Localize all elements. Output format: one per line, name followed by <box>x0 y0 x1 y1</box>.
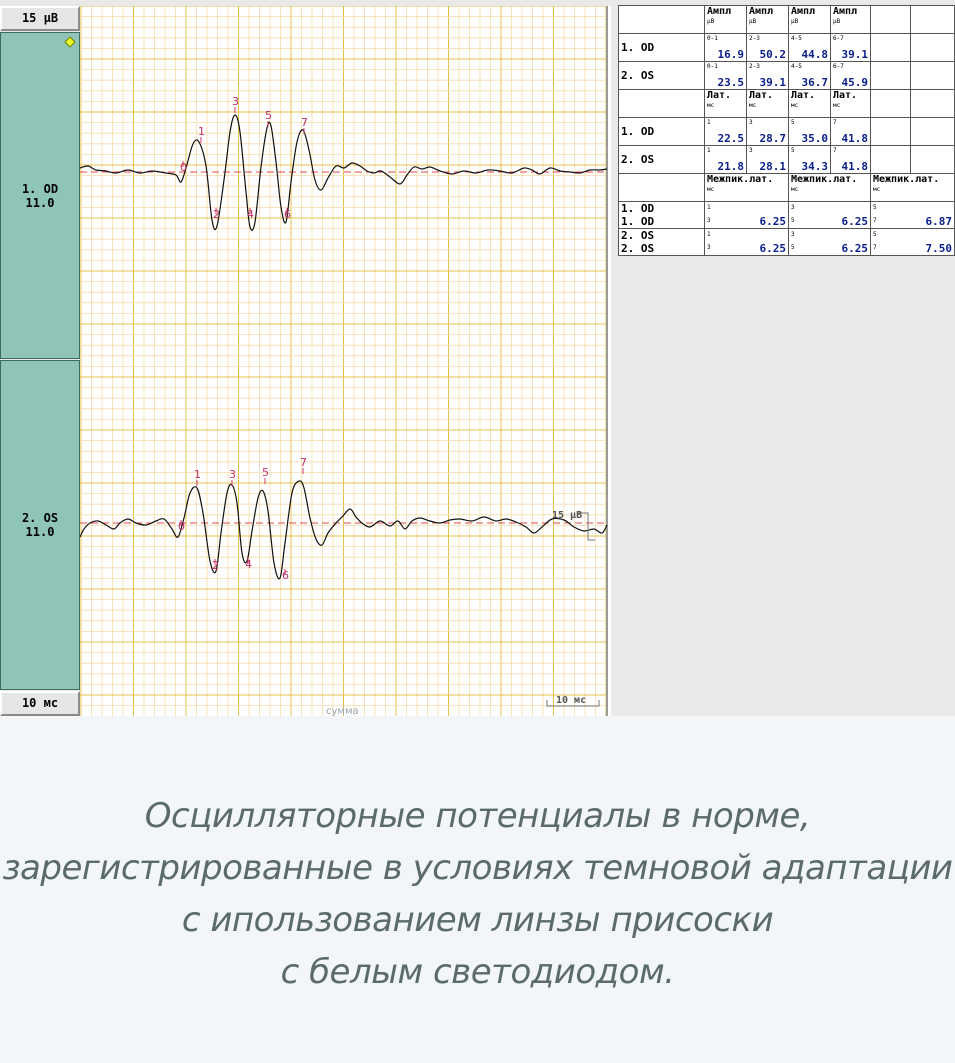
value-cell: 1 22.5 <box>705 118 747 146</box>
value-cell: 5 34.3 <box>789 146 831 174</box>
interpeak-index-cell: 5 <box>871 202 955 216</box>
caption <box>0 790 955 998</box>
value-cell: 4-5 44.8 <box>789 34 831 62</box>
results-table <box>618 5 955 256</box>
lat-header-row <box>619 90 955 118</box>
row-label: 1. OD <box>619 215 705 229</box>
od-peak-label: 6 <box>284 208 291 221</box>
value-cell: 2-3 50.2 <box>747 34 789 62</box>
os-peak-label: 3 <box>229 468 236 481</box>
column-header-cell: Ампл µВ <box>747 6 789 34</box>
od-peak-label: 3 <box>232 95 239 108</box>
interpeak-row-bottom <box>619 242 955 256</box>
interpeak-index-cell: 1 <box>705 202 789 216</box>
interpeak-row-top <box>619 229 955 243</box>
row-label: 1. OD <box>619 202 705 216</box>
time-scale-label: 10 мс <box>556 695 587 706</box>
row-label: 2. OS <box>619 146 705 174</box>
os-peak-label: 0 <box>178 520 185 533</box>
interpeak-index-cell: 3 <box>789 202 871 216</box>
column-header-cell: Ампл µВ <box>789 6 831 34</box>
od-peak-label: 5 <box>265 109 272 122</box>
value-cell: 0-1 23.5 <box>705 62 747 90</box>
os-peak-label: 7 <box>300 456 307 469</box>
os-peak-label: 2 <box>212 559 219 572</box>
channel-od-value: 11.0 <box>25 195 55 210</box>
interpeak-index-cell: 5 <box>871 229 955 243</box>
caption-line-2: зарегистрированные в условиях темновой адаптации <box>2 848 953 888</box>
interpeak-header-cell: Межпик.лат. мс <box>705 174 789 202</box>
channel-od-panel[interactable] <box>0 32 80 359</box>
ampl-header-row <box>619 6 955 34</box>
channel-od-name: 1. OD <box>21 181 59 196</box>
os-peak-label: 1 <box>194 468 201 481</box>
interpeak-row-bottom <box>619 215 955 229</box>
interpeak-index-cell: 1 <box>705 229 789 243</box>
value-cell: 2-3 39.1 <box>747 62 789 90</box>
row-label: 1. OD <box>619 34 705 62</box>
os-peak-label: 6 <box>282 569 289 582</box>
value-cell: 4-5 36.7 <box>789 62 831 90</box>
interpeak-value-cell: 3 6.25 <box>705 242 789 256</box>
interpeak-value-cell: 7 7.50 <box>871 242 955 256</box>
ampl-row-os <box>619 62 955 90</box>
value-cell: 7 41.8 <box>831 146 871 174</box>
ampl-row-od <box>619 34 955 62</box>
interpeak-index-cell: 3 <box>789 229 871 243</box>
interpeak-value-cell: 5 6.25 <box>789 242 871 256</box>
os-peak-label: 4 <box>245 558 252 571</box>
chart-footer-label: сумма <box>326 706 359 716</box>
caption-line-1: Осцилляторные потенциалы в норме, <box>144 796 811 836</box>
od-peak-label: 2 <box>213 208 220 221</box>
column-header-cell: Ампл µВ <box>705 6 747 34</box>
column-header-cell: Лат. мс <box>705 90 747 118</box>
od-peak-label: 4 <box>247 208 254 221</box>
value-cell: 3 28.7 <box>747 118 789 146</box>
lat-row-os <box>619 146 955 174</box>
value-cell: 6-7 45.9 <box>831 62 871 90</box>
od-peak-label: 0 <box>180 161 187 174</box>
channel-os-panel[interactable] <box>0 360 80 690</box>
value-cell: 3 28.1 <box>747 146 789 174</box>
value-cell: 5 35.0 <box>789 118 831 146</box>
oscillatory-potentials-chart <box>80 6 611 716</box>
amplitude-scale-label: 15 µВ <box>552 510 583 521</box>
caption-line-3: с ипользованием линзы присоски <box>181 900 774 940</box>
interpeak-header-row <box>619 174 955 202</box>
column-header-cell: Лат. мс <box>747 90 789 118</box>
time-scale-button[interactable]: 10 мс <box>0 691 80 716</box>
value-cell: 6-7 39.1 <box>831 34 871 62</box>
interpeak-value-cell: 5 6.25 <box>789 215 871 229</box>
column-header-cell: Ампл µВ <box>831 6 871 34</box>
interpeak-value-cell: 3 6.25 <box>705 215 789 229</box>
value-cell: 1 21.8 <box>705 146 747 174</box>
row-label: 2. OS <box>619 242 705 256</box>
channel-os-value: 11.0 <box>25 525 55 539</box>
amplitude-scale-button[interactable]: 15 µВ <box>0 6 80 31</box>
interpeak-header-cell: Межпик.лат. мс <box>871 174 955 202</box>
row-label: 2. OS <box>619 62 705 90</box>
value-cell: 7 41.8 <box>831 118 871 146</box>
lat-row-od <box>619 118 955 146</box>
row-label: 1. OD <box>619 118 705 146</box>
os-peak-label: 5 <box>262 466 269 479</box>
od-peak-label: 1 <box>198 125 205 138</box>
od-peak-label: 7 <box>301 116 308 129</box>
interpeak-value-cell: 7 6.87 <box>871 215 955 229</box>
row-label: 2. OS <box>619 229 705 243</box>
caption-line-4: с белым светодиодом. <box>280 952 675 992</box>
channel-os-name: 2. OS <box>21 511 59 525</box>
column-header-cell: Лат. мс <box>831 90 871 118</box>
interpeak-row-top <box>619 202 955 216</box>
column-header-cell: Лат. мс <box>789 90 831 118</box>
interpeak-header-cell: Межпик.лат. мс <box>789 174 871 202</box>
value-cell: 0-1 16.9 <box>705 34 747 62</box>
